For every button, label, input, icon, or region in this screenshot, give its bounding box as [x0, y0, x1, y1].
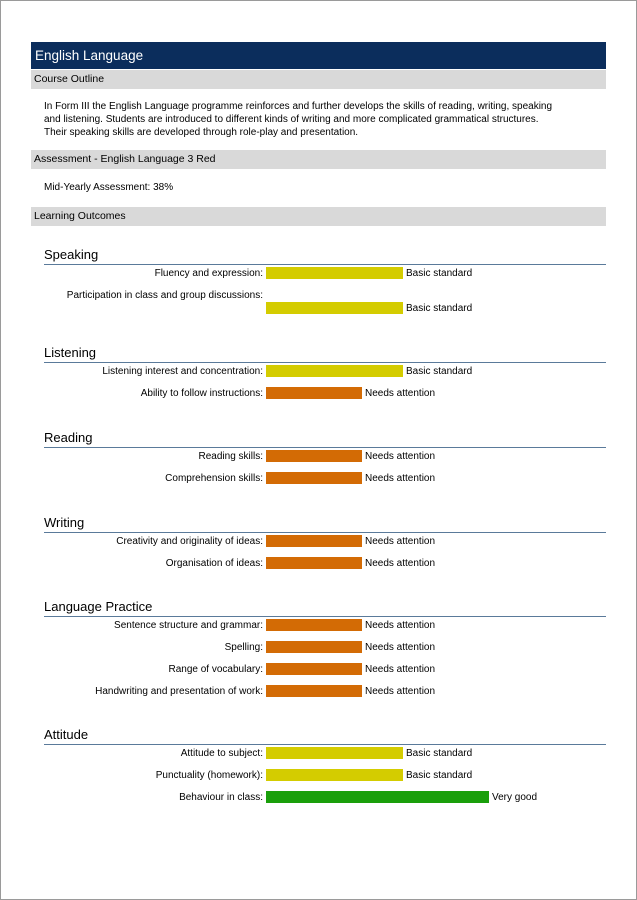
page-title: English Language	[31, 42, 606, 69]
rating-text: Basic standard	[406, 748, 473, 759]
section-heading-reading: Reading	[44, 430, 606, 448]
section-heading-attitude: Attitude	[44, 727, 606, 745]
outcome-label: Ability to follow instructions:	[140, 388, 263, 399]
assessment-heading: Assessment - English Language 3 Red	[31, 150, 606, 169]
outcome-label: Range of vocabulary:	[168, 664, 263, 675]
rating-text: Basic standard	[406, 366, 473, 377]
outcome-label: Attitude to subject:	[180, 748, 263, 759]
outcome-label: Handwriting and presentation of work:	[95, 686, 263, 697]
rating-bar	[266, 450, 362, 462]
outcome-label: Sentence structure and grammar:	[114, 620, 263, 631]
section-heading-listening: Listening	[44, 345, 606, 363]
rating-bar	[266, 535, 362, 547]
rating-bar	[266, 791, 489, 803]
outcome-label: Creativity and originality of ideas:	[116, 536, 263, 547]
rating-bar	[266, 641, 362, 653]
outcome-label: Spelling:	[224, 642, 263, 653]
section-heading-writing: Writing	[44, 515, 606, 533]
section-heading-speaking: Speaking	[44, 247, 606, 265]
rating-bar	[266, 619, 362, 631]
rating-bar	[266, 663, 362, 675]
outcome-label: Punctuality (homework):	[155, 770, 263, 781]
rating-bar	[266, 747, 403, 759]
rating-bar	[266, 685, 362, 697]
rating-text: Needs attention	[365, 620, 436, 631]
course-outline-text	[44, 100, 596, 139]
rating-bar	[266, 365, 403, 377]
course-outline-line: In Form III the English Language programme reinforces and further develops the skills of reading, writing, speaking	[44, 101, 553, 112]
rating-bar	[266, 472, 362, 484]
rating-text: Needs attention	[365, 686, 436, 697]
rating-text: Needs attention	[365, 473, 436, 484]
rating-text: Basic standard	[406, 268, 473, 279]
outcome-label: Organisation of ideas:	[165, 558, 263, 569]
course-outline-line: Their speaking skills are developed through role-play and presentation.	[44, 127, 359, 138]
rating-text: Needs attention	[365, 642, 436, 653]
rating-text: Very good	[492, 792, 538, 803]
outcome-label: Participation in class and group discussions:	[66, 290, 263, 301]
rating-text: Needs attention	[365, 558, 436, 569]
learning-outcomes-heading: Learning Outcomes	[31, 207, 606, 226]
rating-text: Needs attention	[365, 388, 436, 399]
outcome-label: Fluency and expression:	[154, 268, 263, 279]
rating-bar	[266, 302, 403, 314]
section-heading-language-practice: Language Practice	[44, 599, 606, 617]
outcome-label: Listening interest and concentration:	[102, 366, 263, 377]
outcome-label: Reading skills:	[198, 451, 263, 462]
rating-bar	[266, 387, 362, 399]
course-outline-line: and listening. Students are introduced to different kinds of writing and more complicated grammatical structures.	[44, 114, 539, 125]
outcome-label: Behaviour in class:	[179, 792, 263, 803]
rating-bar	[266, 557, 362, 569]
rating-text: Needs attention	[365, 664, 436, 675]
rating-text: Basic standard	[406, 770, 473, 781]
course-outline-heading: Course Outline	[31, 70, 606, 89]
rating-bar	[266, 769, 403, 781]
rating-text: Basic standard	[406, 303, 473, 314]
rating-text: Needs attention	[365, 451, 436, 462]
assessment-text: Mid-Yearly Assessment: 38%	[44, 182, 174, 193]
outcome-label: Comprehension skills:	[165, 473, 263, 484]
rating-bar	[266, 267, 403, 279]
rating-text: Needs attention	[365, 536, 436, 547]
